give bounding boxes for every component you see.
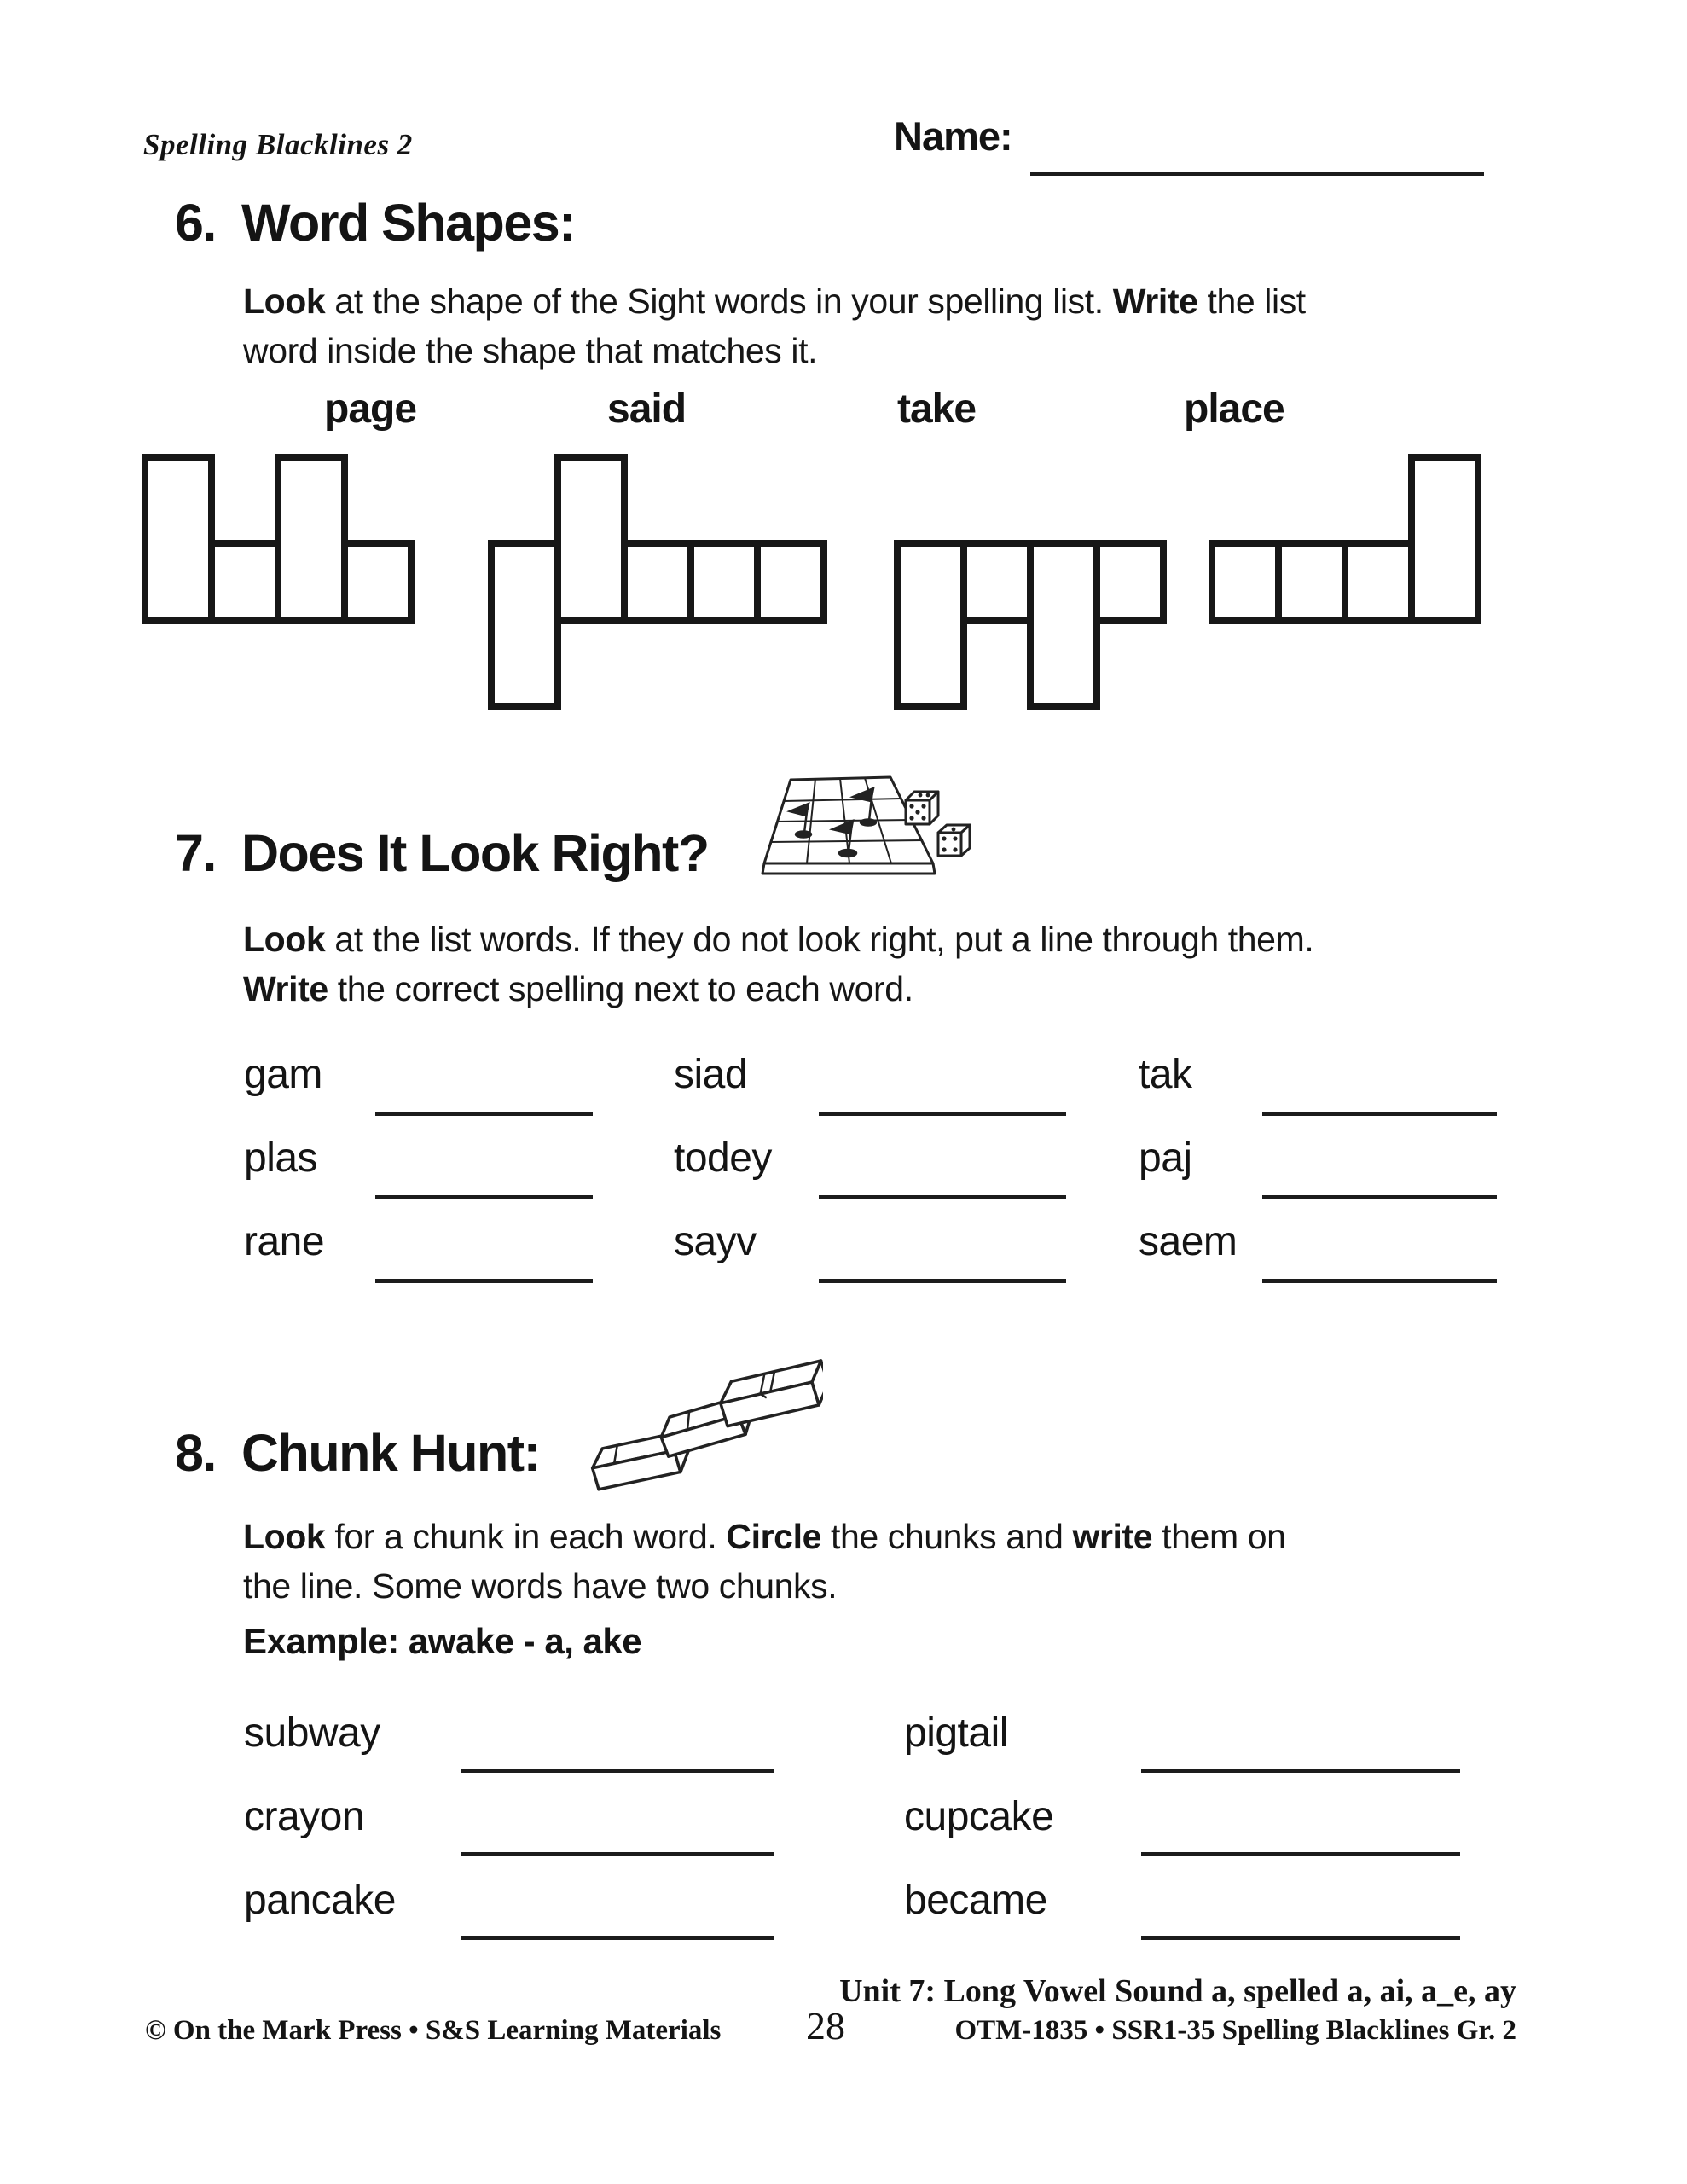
list-word: cupcake: [904, 1794, 1054, 1839]
booklet-title: Spelling Blacklines 2: [143, 128, 413, 161]
game-board-with-dice-icon: [744, 759, 983, 913]
answer-line[interactable]: [461, 1769, 774, 1773]
shape-word-label: place: [1184, 386, 1284, 432]
letter-shape-cell: [341, 540, 415, 624]
letter-shape-cell: [1209, 540, 1282, 624]
letter-shape-cell: [1275, 540, 1348, 624]
letter-shape-cell: [1342, 540, 1415, 624]
shape-word-label: said: [607, 386, 687, 432]
letter-shape-cell: [1027, 540, 1100, 710]
section7-number: 7.: [175, 824, 216, 882]
letter-shape-cell: [554, 454, 628, 624]
list-word: tak: [1139, 1052, 1192, 1097]
letter-shape-cell: [1408, 454, 1481, 624]
shape-word-label: take: [897, 386, 977, 432]
answer-line[interactable]: [819, 1112, 1066, 1116]
section6-title: Word Shapes:: [241, 194, 575, 252]
answer-line[interactable]: [461, 1936, 774, 1940]
section8-instructions-line1: Look for a chunk in each word. Circle the chunks and write them on: [243, 1517, 1286, 1556]
list-word: gam: [244, 1052, 322, 1097]
list-word: subway: [244, 1711, 380, 1756]
section7-title: Does It Look Right?: [241, 824, 709, 882]
footer-code: OTM-1835 • SSR1-35 Spelling Blacklines Gr. 2: [954, 2015, 1516, 2046]
list-word: plas: [244, 1136, 318, 1181]
list-word: paj: [1139, 1136, 1192, 1181]
chocolate-chunks-icon: [567, 1352, 823, 1514]
letter-shape-cell: [208, 540, 281, 624]
answer-line[interactable]: [1141, 1769, 1460, 1773]
section6-instructions-line2: word inside the shape that matches it.: [243, 331, 818, 370]
answer-line[interactable]: [1141, 1852, 1460, 1856]
letter-shape-cell: [960, 540, 1034, 624]
list-word: rane: [244, 1219, 325, 1264]
list-word: crayon: [244, 1794, 365, 1839]
section6-instructions-line1: Look at the shape of the Sight words in your spelling list. Write the list: [243, 282, 1306, 321]
answer-line[interactable]: [1262, 1195, 1497, 1199]
letter-shape-cell: [754, 540, 827, 624]
section8-number: 8.: [175, 1424, 216, 1482]
answer-line[interactable]: [1141, 1936, 1460, 1940]
answer-line[interactable]: [375, 1195, 593, 1199]
letter-shape-cell: [1093, 540, 1167, 624]
answer-line[interactable]: [1262, 1112, 1497, 1116]
section6-number: 6.: [175, 194, 216, 252]
section8-title: Chunk Hunt:: [241, 1424, 540, 1482]
letter-shape-cell: [275, 454, 348, 624]
footer-copyright: © On the Mark Press • S&S Learning Materials: [145, 2015, 722, 2046]
section7-instructions-line1: Look at the list words. If they do not look right, put a line through them.: [243, 920, 1314, 959]
list-word: pigtail: [904, 1711, 1008, 1756]
list-word: pancake: [244, 1878, 396, 1923]
answer-line[interactable]: [1262, 1279, 1497, 1283]
footer-unit: Unit 7: Long Vowel Sound a, spelled a, ai, a_e, ay: [839, 1973, 1516, 2009]
section7-instructions-line2: Write the correct spelling next to each word.: [243, 969, 913, 1008]
letter-shape-cell: [894, 540, 967, 710]
letter-shape-cell: [687, 540, 761, 624]
name-label: Name:: [894, 113, 1012, 159]
answer-line[interactable]: [461, 1852, 774, 1856]
footer-page-number: 28: [806, 2004, 845, 2048]
name-answer-line[interactable]: [1030, 172, 1484, 176]
list-word: siad: [674, 1052, 748, 1097]
answer-line[interactable]: [375, 1279, 593, 1283]
list-word: became: [904, 1878, 1047, 1923]
list-word: saem: [1139, 1219, 1238, 1264]
shape-word-label: page: [324, 386, 417, 432]
answer-line[interactable]: [375, 1112, 593, 1116]
answer-line[interactable]: [819, 1195, 1066, 1199]
list-word: sayv: [674, 1219, 757, 1264]
answer-line[interactable]: [819, 1279, 1066, 1283]
letter-shape-cell: [621, 540, 694, 624]
section8-example: Example: awake - a, ake: [243, 1621, 642, 1661]
list-word: todey: [674, 1136, 772, 1181]
section8-instructions-line2: the line. Some words have two chunks.: [243, 1566, 838, 1606]
letter-shape-cell: [488, 540, 561, 710]
letter-shape-cell: [142, 454, 215, 624]
